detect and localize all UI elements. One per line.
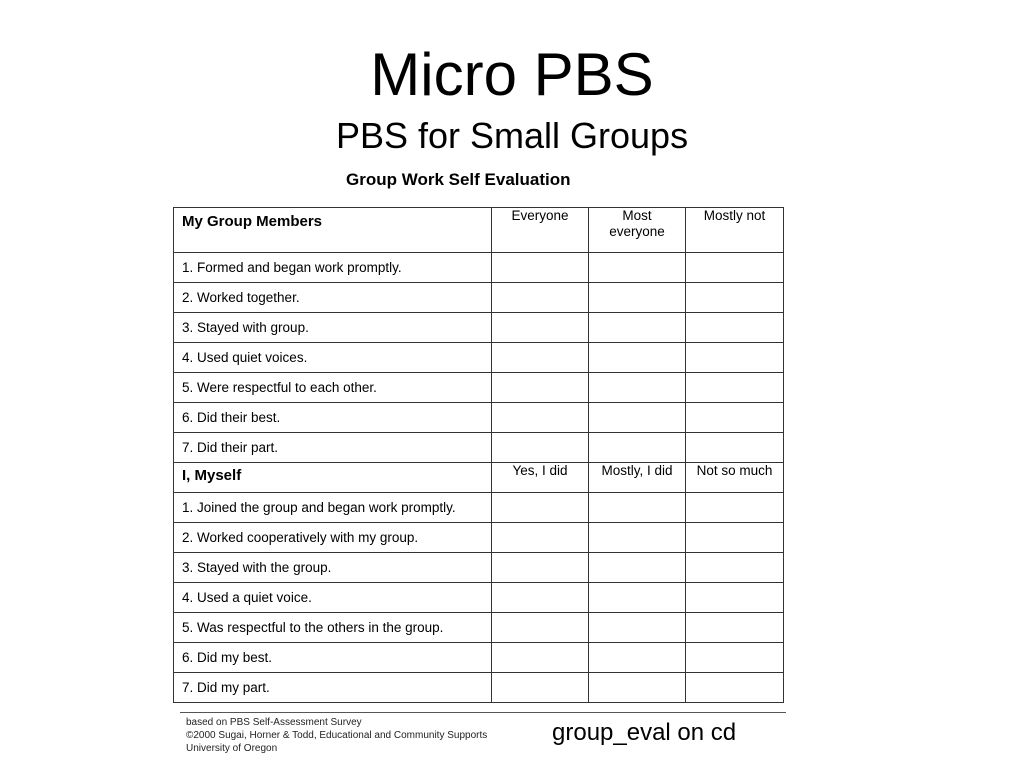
footer-divider — [180, 712, 786, 713]
slide-subtitle: PBS for Small Groups — [335, 115, 689, 156]
column-header: Not so much — [686, 463, 784, 493]
rating-cell[interactable] — [492, 643, 589, 673]
item-label: 4. Used a quiet voice. — [174, 583, 492, 613]
item-label: 2. Worked cooperatively with my group. — [174, 523, 492, 553]
table-row — [174, 253, 784, 283]
rating-cell[interactable] — [589, 283, 686, 313]
group-section-label: My Group Members — [174, 208, 492, 253]
rating-cell[interactable] — [686, 583, 784, 613]
rating-cell[interactable] — [589, 343, 686, 373]
rating-cell[interactable] — [589, 613, 686, 643]
rating-cell[interactable] — [686, 283, 784, 313]
rating-cell[interactable] — [589, 433, 686, 463]
rating-cell[interactable] — [686, 673, 784, 703]
table-row — [174, 313, 784, 343]
table-row — [174, 373, 784, 403]
rating-cell[interactable] — [686, 493, 784, 523]
item-label: 2. Worked together. — [174, 283, 492, 313]
table-row — [174, 343, 784, 373]
rating-cell[interactable] — [492, 673, 589, 703]
rating-cell[interactable] — [492, 343, 589, 373]
table-row — [174, 553, 784, 583]
credit-line: based on PBS Self-Assessment Survey — [186, 717, 362, 728]
rating-cell[interactable] — [589, 493, 686, 523]
column-header: Mostly not — [686, 208, 784, 253]
rating-cell[interactable] — [492, 253, 589, 283]
group-section-header-row — [174, 208, 784, 253]
rating-cell[interactable] — [492, 613, 589, 643]
cd-note: group_eval on cd — [552, 719, 737, 746]
rating-cell[interactable] — [686, 313, 784, 343]
rating-cell[interactable] — [686, 553, 784, 583]
credit-block — [186, 716, 487, 755]
rating-cell[interactable] — [492, 313, 589, 343]
form-title: Group Work Self Evaluation — [346, 170, 571, 189]
column-header: Everyone — [492, 208, 589, 253]
rating-cell[interactable] — [492, 493, 589, 523]
rating-cell[interactable] — [589, 643, 686, 673]
rating-cell[interactable] — [589, 553, 686, 583]
table-row — [174, 613, 784, 643]
rating-cell[interactable] — [492, 583, 589, 613]
rating-cell[interactable] — [589, 373, 686, 403]
item-label: 1. Formed and began work promptly. — [174, 253, 492, 283]
item-label: 3. Stayed with group. — [174, 313, 492, 343]
rating-cell[interactable] — [686, 403, 784, 433]
table-row — [174, 643, 784, 673]
rating-cell[interactable] — [492, 403, 589, 433]
rating-cell[interactable] — [686, 523, 784, 553]
slide-title: Micro PBS — [370, 41, 654, 108]
rating-cell[interactable] — [589, 403, 686, 433]
column-header: Mostly, I did — [589, 463, 686, 493]
rating-cell[interactable] — [589, 313, 686, 343]
rating-cell[interactable] — [686, 253, 784, 283]
item-label: 6. Did my best. — [174, 643, 492, 673]
rating-cell[interactable] — [686, 433, 784, 463]
item-label: 3. Stayed with the group. — [174, 553, 492, 583]
credit-line: ©2000 Sugai, Horner & Todd, Educational and Community Supports — [186, 730, 488, 741]
rating-cell[interactable] — [492, 433, 589, 463]
item-label: 5. Were respectful to each other. — [174, 373, 492, 403]
rating-cell[interactable] — [492, 523, 589, 553]
item-label: 5. Was respectful to the others in the group. — [174, 613, 492, 643]
self-section-header-row — [174, 463, 784, 493]
rating-cell[interactable] — [589, 583, 686, 613]
rating-cell[interactable] — [589, 253, 686, 283]
credit-line: University of Oregon — [186, 743, 278, 754]
rating-cell[interactable] — [686, 643, 784, 673]
rating-cell[interactable] — [589, 673, 686, 703]
table-row — [174, 433, 784, 463]
table-row — [174, 283, 784, 313]
table-row — [174, 523, 784, 553]
rating-cell[interactable] — [686, 613, 784, 643]
evaluation-table-body — [174, 208, 784, 703]
evaluation-table — [173, 207, 784, 703]
column-header: Most everyone — [589, 208, 686, 253]
rating-cell[interactable] — [492, 553, 589, 583]
item-label: 7. Did my part. — [174, 673, 492, 703]
rating-cell[interactable] — [492, 283, 589, 313]
rating-cell[interactable] — [492, 373, 589, 403]
table-row — [174, 403, 784, 433]
rating-cell[interactable] — [589, 523, 686, 553]
item-label: 4. Used quiet voices. — [174, 343, 492, 373]
rating-cell[interactable] — [686, 373, 784, 403]
item-label: 1. Joined the group and began work promptly. — [174, 493, 492, 523]
item-label: 7. Did their part. — [174, 433, 492, 463]
table-row — [174, 493, 784, 523]
rating-cell[interactable] — [686, 343, 784, 373]
table-row — [174, 583, 784, 613]
column-header: Yes, I did — [492, 463, 589, 493]
item-label: 6. Did their best. — [174, 403, 492, 433]
table-row — [174, 673, 784, 703]
self-section-label: I, Myself — [174, 463, 492, 493]
